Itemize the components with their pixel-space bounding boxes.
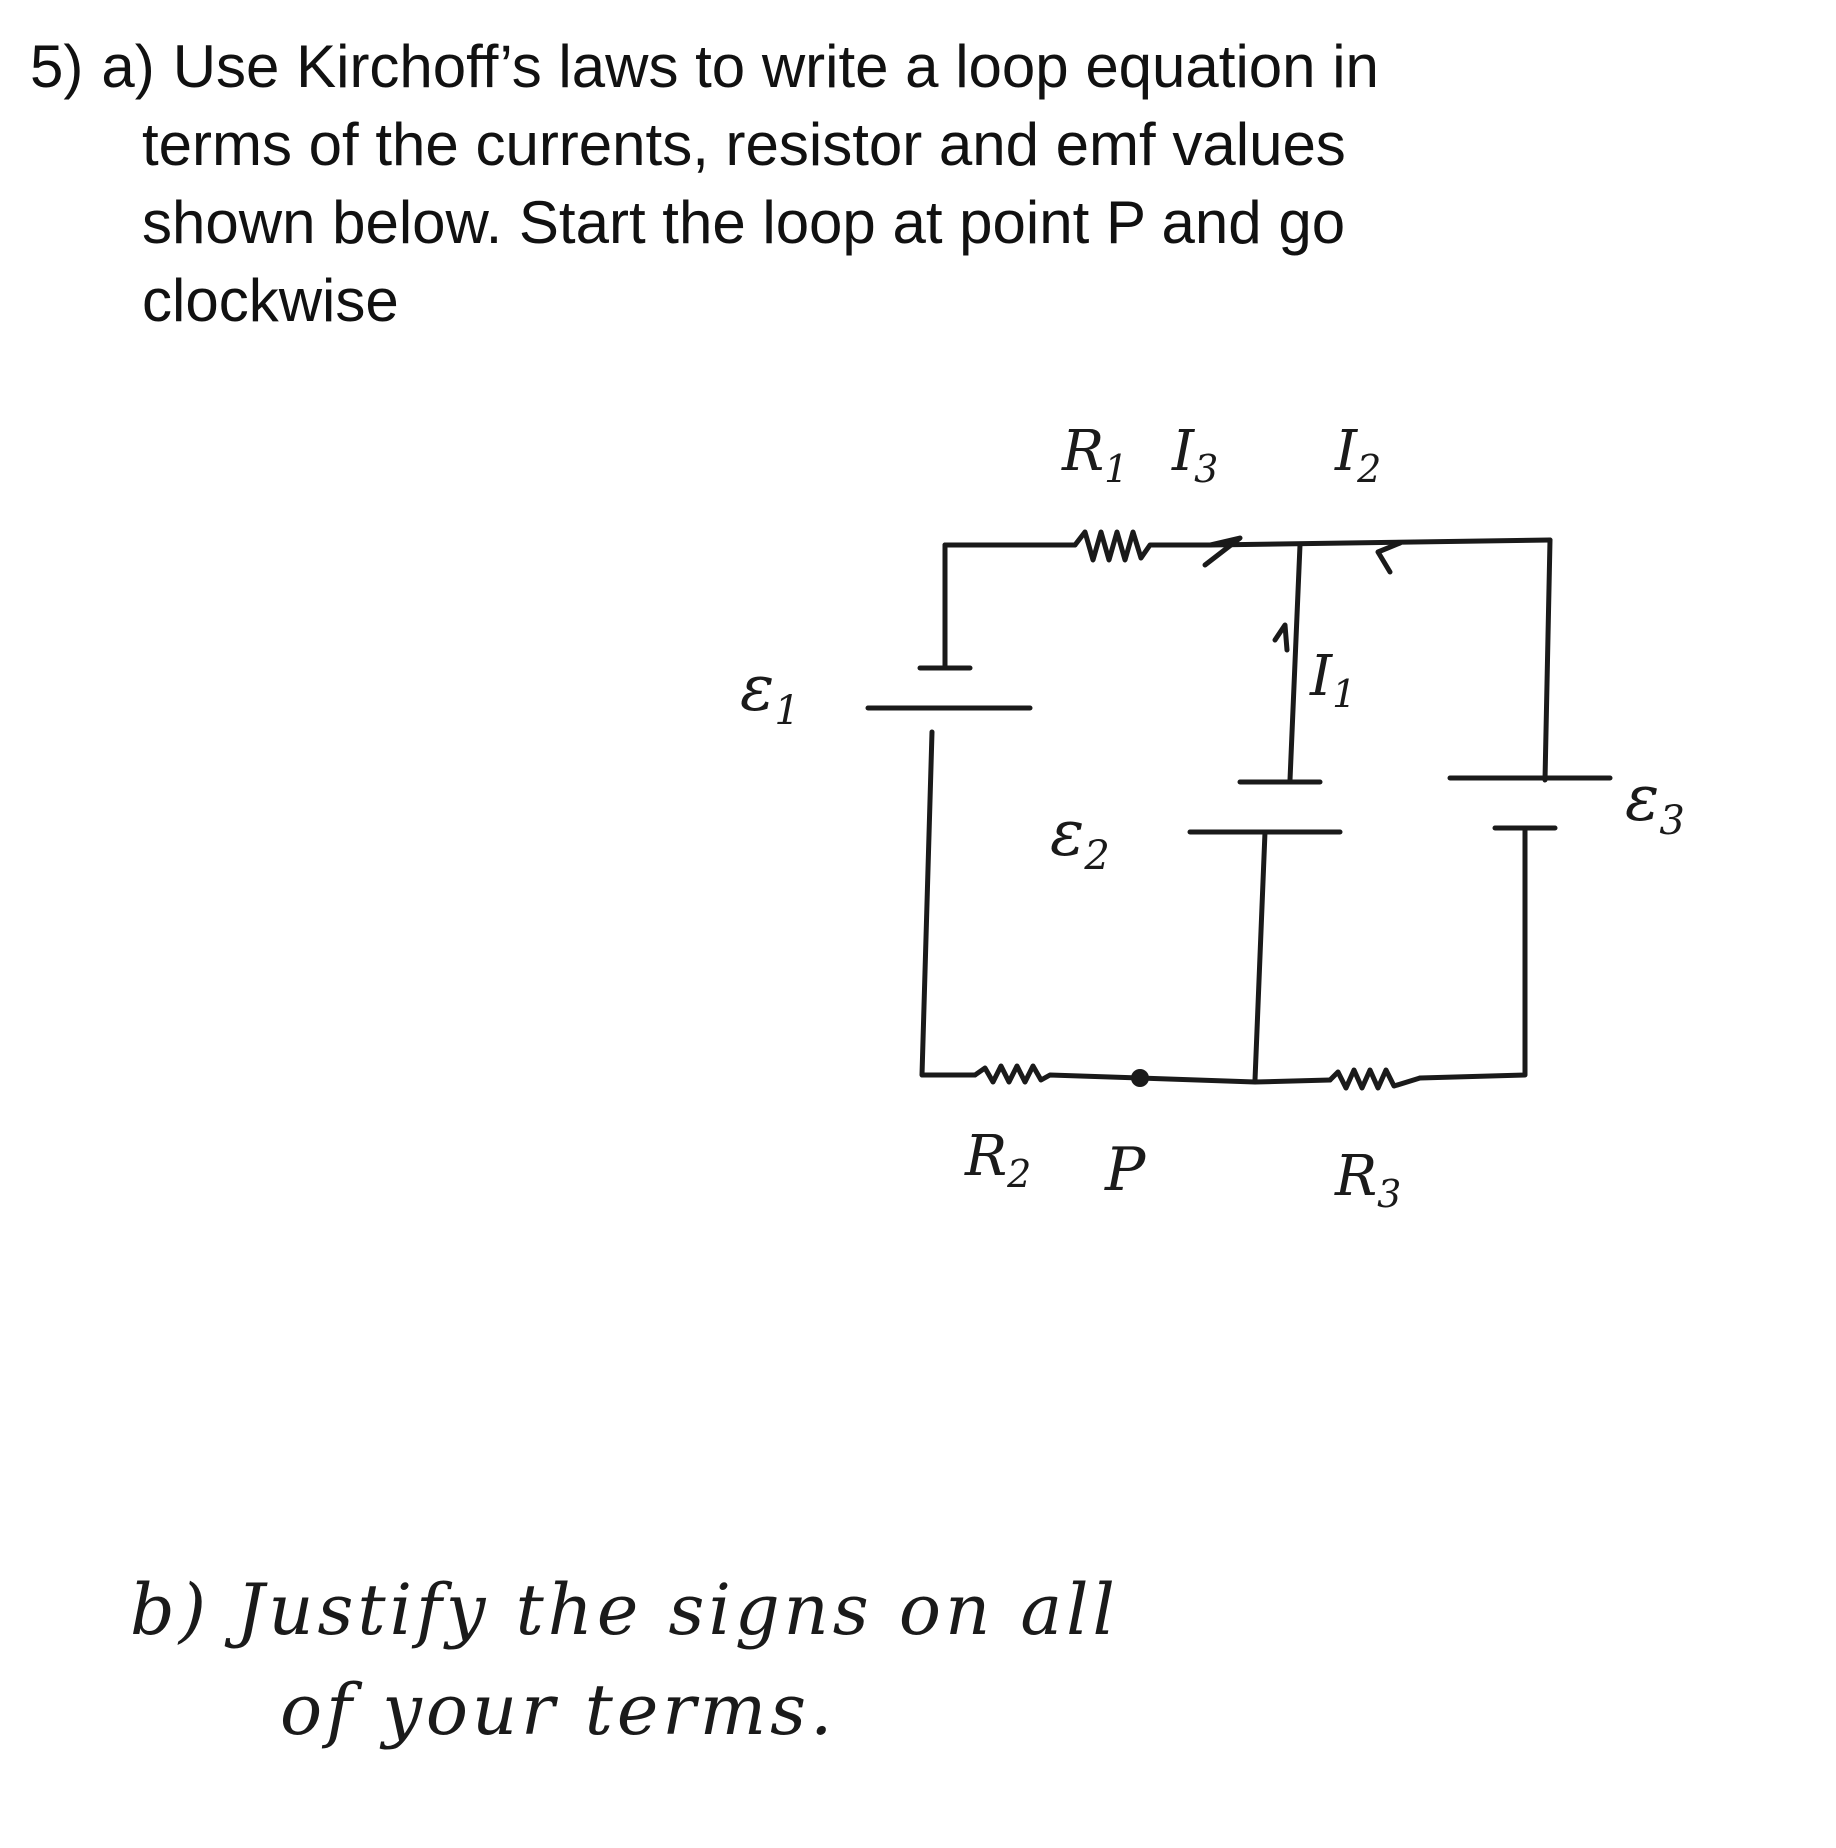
i2-arrow <box>1378 543 1400 572</box>
label-p: P <box>1105 1135 1146 1205</box>
part-b-handwritten <box>130 1560 1630 1760</box>
middle-branch-lower <box>1255 832 1265 1080</box>
label-e3: $\varepsilon_3$ <box>1625 762 1685 844</box>
right-wire-upper <box>1545 540 1550 780</box>
left-wire-lower <box>922 732 975 1075</box>
label-e2: $\varepsilon_2$ <box>1050 797 1110 879</box>
label-i2: $I_2$ <box>1335 419 1382 491</box>
right-wire-lower <box>1420 828 1525 1078</box>
question-text <box>30 28 1690 340</box>
question-line-3: shown below. Start the loop at point P and go <box>142 189 1346 256</box>
label-r2: $R_2$ <box>965 1124 1032 1196</box>
i3-arrow <box>1205 538 1240 565</box>
label-e1: $\varepsilon_1$ <box>740 652 800 734</box>
middle-branch-upper <box>1290 545 1300 780</box>
i1-arrow <box>1275 625 1287 650</box>
question-line-1-text: Use Kirchoff’s laws to write a loop equation in <box>172 33 1379 100</box>
label-r1: $R_1$ <box>1062 419 1129 491</box>
label-r3: $R_3$ <box>1335 1144 1402 1216</box>
top-wire-right-horizontal <box>1210 540 1550 545</box>
part-b-line-2: of your terms. <box>280 1669 837 1751</box>
r2-resistor <box>975 1066 1140 1082</box>
top-wire <box>945 540 1550 780</box>
label-i3: $I_3$ <box>1172 419 1219 491</box>
question-line-1 <box>30 28 1690 106</box>
point-p-dot <box>1131 1069 1149 1087</box>
r1-resistor <box>1075 532 1210 560</box>
question-line-4: clockwise <box>142 267 399 334</box>
bottom-wire-middle <box>1140 1078 1330 1082</box>
r3-resistor <box>1330 1070 1420 1088</box>
part-b-line-1: b) Justify the signs on all <box>130 1569 1119 1651</box>
label-i1: $I_1$ <box>1310 644 1357 716</box>
question-number: 5) <box>30 33 84 100</box>
question-line-2: terms of the currents, resistor and emf values <box>142 111 1346 178</box>
question-part-a: a) <box>101 33 155 100</box>
